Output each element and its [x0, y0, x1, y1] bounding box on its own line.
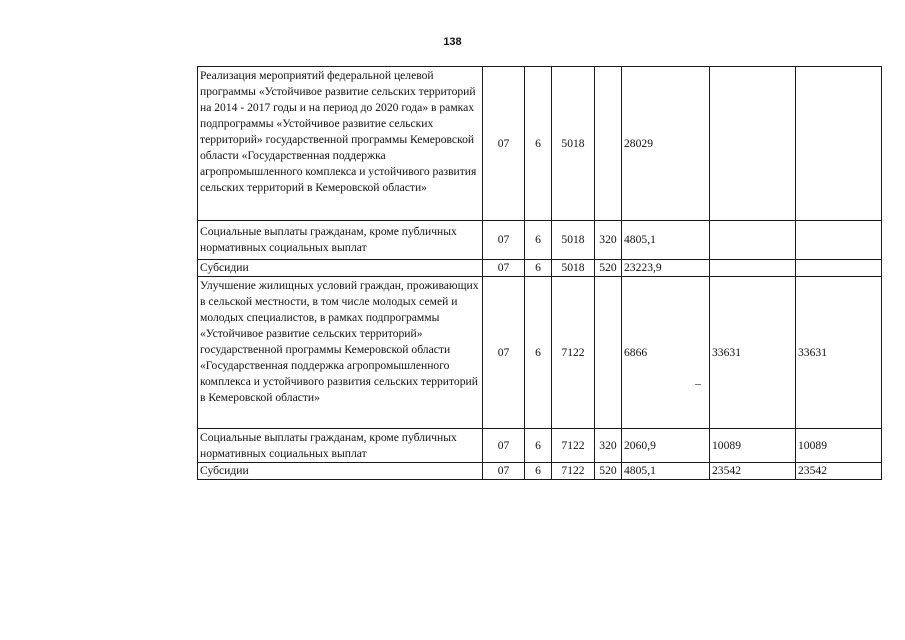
- row-description: Социальные выплаты гражданам, кроме публичных нормативных социальных выплат: [198, 429, 483, 463]
- row-description: Субсидии: [198, 463, 483, 480]
- amount1-cell: 4805,1: [622, 221, 710, 260]
- row-description: Социальные выплаты гражданам, кроме публичных нормативных социальных выплат: [198, 221, 483, 260]
- table-row: [198, 67, 882, 221]
- section-cell: 07: [483, 463, 525, 480]
- type-cell: 520: [595, 260, 622, 277]
- row-description: Реализация мероприятий федеральной целевой программы «Устойчивое развитие сельских территорий на 2014 - 2017 годы и на период до 2020 года» в рамках подпрограммы «Устойчивое развитие сельских территорий» государственной программы Кемеровской области «Государственная поддержка агропромышленного комплекса и устойчивого развития сельских территорий в Кемеровской области»: [198, 67, 483, 221]
- amount2-cell: [710, 260, 796, 277]
- amount2-cell: 33631: [710, 277, 796, 429]
- section-cell: 07: [483, 429, 525, 463]
- code-cell: 7122: [552, 277, 595, 429]
- program-cell: 6: [525, 277, 552, 429]
- amount1-cell: 23223,9: [622, 260, 710, 277]
- amount1-cell: 4805,1: [622, 463, 710, 480]
- code-cell: 5018: [552, 221, 595, 260]
- program-cell: 6: [525, 429, 552, 463]
- amount2-cell: [710, 67, 796, 221]
- table-row: [198, 221, 882, 260]
- code-cell: 5018: [552, 67, 595, 221]
- section-cell: 07: [483, 67, 525, 221]
- table-row: [198, 277, 882, 429]
- section-cell: 07: [483, 221, 525, 260]
- row-description: Субсидии: [198, 260, 483, 277]
- budget-table: [197, 66, 882, 480]
- program-cell: 6: [525, 463, 552, 480]
- table-row: [198, 429, 882, 463]
- program-cell: 6: [525, 260, 552, 277]
- type-cell: 520: [595, 463, 622, 480]
- type-cell: [595, 277, 622, 429]
- amount3-cell: 23542: [796, 463, 882, 480]
- section-cell: 07: [483, 277, 525, 429]
- amount1-cell: 6866: [622, 277, 710, 429]
- type-cell: [595, 67, 622, 221]
- amount2-cell: 23542: [710, 463, 796, 480]
- type-cell: 320: [595, 429, 622, 463]
- program-cell: 6: [525, 221, 552, 260]
- amount2-cell: [710, 221, 796, 260]
- type-cell: 320: [595, 221, 622, 260]
- amount1-cell: 28029: [622, 67, 710, 221]
- amount3-cell: [796, 67, 882, 221]
- table-row: [198, 463, 882, 480]
- program-cell: 6: [525, 67, 552, 221]
- code-cell: 7122: [552, 429, 595, 463]
- amount3-cell: 33631: [796, 277, 882, 429]
- scan-mark: [695, 384, 701, 385]
- row-description: Улучшение жилищных условий граждан, проживающих в сельской местности, в том числе молодых семей и молодых специалистов, в рамках подпрограммы «Устойчивое развитие сельских территорий» государственной программы Кемеровской области «Государственная поддержка агропромышленного комплекса и устойчивого развития сельских территорий в Кемеровской области»: [198, 277, 483, 429]
- code-cell: 7122: [552, 463, 595, 480]
- amount3-cell: 10089: [796, 429, 882, 463]
- amount3-cell: [796, 221, 882, 260]
- amount2-cell: 10089: [710, 429, 796, 463]
- page-number: 138: [443, 36, 462, 48]
- amount1-cell: 2060,9: [622, 429, 710, 463]
- section-cell: 07: [483, 260, 525, 277]
- code-cell: 5018: [552, 260, 595, 277]
- amount3-cell: [796, 260, 882, 277]
- table-row: [198, 260, 882, 277]
